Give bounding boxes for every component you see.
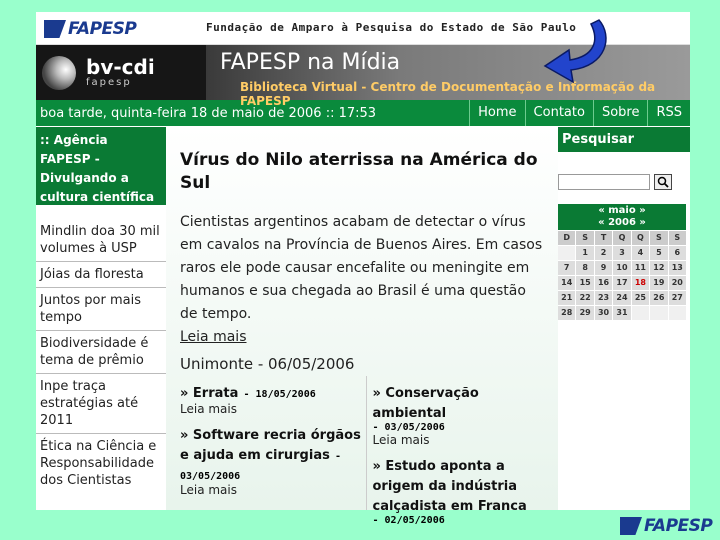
search-row	[558, 152, 690, 190]
calendar-day[interactable]: 27	[669, 291, 686, 305]
right-sidebar	[558, 127, 690, 510]
fapesp-logo-mark-icon	[44, 20, 66, 38]
calendar-day[interactable]: 15	[576, 276, 593, 290]
calendar-day[interactable]: 26	[650, 291, 667, 305]
greeting-text: boa tarde, quinta-feira 18 de maio de 2006 :: 17:53	[40, 105, 377, 121]
calendar-year-nav[interactable]: « 2006 »	[598, 217, 646, 228]
main-content	[166, 127, 558, 526]
calendar-day[interactable]: 25	[632, 291, 649, 305]
calendar-day[interactable]: 24	[613, 291, 630, 305]
news-date: - 18/05/2006	[243, 389, 316, 400]
news-read-more[interactable]: Leia mais	[180, 483, 237, 497]
calendar-day[interactable]: 14	[558, 276, 575, 290]
news-item	[180, 424, 362, 497]
calendar-day[interactable]: 4	[632, 246, 649, 260]
calendar-empty-cell	[558, 246, 575, 260]
calendar-day[interactable]: 28	[558, 306, 575, 320]
calendar-day[interactable]: 6	[669, 246, 686, 260]
news-date: - 02/05/2006	[372, 515, 445, 526]
calendar	[558, 204, 686, 320]
bv-cdi-sub: fapesp	[86, 77, 132, 88]
news-title[interactable]: » Conservação ambiental	[372, 386, 479, 421]
news-item	[373, 455, 555, 526]
fapesp-logo-text: FAPESP	[68, 19, 137, 39]
calendar-weekday: Q	[613, 231, 630, 245]
nav-link-rss[interactable]: RSS	[647, 100, 690, 126]
search-heading: Pesquisar	[558, 127, 690, 152]
news-title[interactable]: » Errata	[180, 386, 239, 401]
calendar-weekday: S	[669, 231, 686, 245]
agency-heading[interactable]: :: Agência FAPESP - Divulgando a cultura científica ::	[36, 127, 166, 205]
calendar-weekday: Q	[632, 231, 649, 245]
browser-page	[36, 12, 690, 526]
calendar-day[interactable]: 8	[576, 261, 593, 275]
article-lead-text: Cientistas argentinos acabam de detectar o vírus em cavalos na Província de Buenos Aires. Em casos raros ele pode causar encefalite ou meningite em humanos e sua chegada ao Brasil é uma questão de tempo.	[180, 214, 543, 322]
calendar-day[interactable]: 7	[558, 261, 575, 275]
news-read-more[interactable]: Leia mais	[372, 433, 430, 447]
nav-link-contato[interactable]: Contato	[525, 100, 593, 126]
sidebar-item[interactable]: Inpe traça estratégias até 2011	[36, 374, 166, 434]
calendar-day[interactable]: 11	[632, 261, 649, 275]
sidebar-item[interactable]: Ética na Ciência e Responsabilidade dos Cientistas	[40, 439, 157, 488]
calendar-day[interactable]: 13	[669, 261, 686, 275]
calendar-empty-cell	[669, 306, 686, 320]
calendar-day[interactable]: 10	[613, 261, 630, 275]
calendar-day[interactable]: 2	[595, 246, 612, 260]
calendar-day[interactable]: 23	[595, 291, 612, 305]
footer-logo-mark-icon	[620, 517, 642, 535]
calendar-day[interactable]: 18	[632, 276, 649, 290]
calendar-day[interactable]: 22	[576, 291, 593, 305]
calendar-day[interactable]: 30	[595, 306, 612, 320]
calendar-day[interactable]: 16	[595, 276, 612, 290]
article-headline[interactable]: Vírus do Nilo aterrissa na América do Sul	[180, 150, 538, 193]
read-more-link[interactable]: Leia mais	[180, 329, 247, 345]
calendar-empty-cell	[632, 306, 649, 320]
left-sidebar	[36, 127, 166, 510]
sidebar-item[interactable]: Biodiversidade é tema de prêmio	[36, 331, 166, 374]
bv-cdi-name: bv-cdi	[86, 55, 155, 79]
secondary-news	[166, 376, 558, 526]
news-item	[373, 382, 555, 447]
calendar-day[interactable]: 29	[576, 306, 593, 320]
calendar-day[interactable]: 17	[613, 276, 630, 290]
foundation-name: Fundação de Amparo à Pesquisa do Estado de São Paulo	[206, 21, 577, 34]
blue-curved-arrow-icon	[541, 16, 621, 92]
nav-link-sobre[interactable]: Sobre	[593, 100, 648, 126]
calendar-day[interactable]: 12	[650, 261, 667, 275]
news-date: - 03/05/2006	[372, 422, 445, 433]
news-title[interactable]: » Estudo aponta a origem da indústria calçadista em Franca	[372, 459, 527, 514]
calendar-grid	[558, 231, 686, 320]
news-date: - 03/05/2006	[180, 451, 341, 482]
calendar-day[interactable]: 20	[669, 276, 686, 290]
sidebar-item[interactable]: Juntos por mais tempo	[36, 288, 166, 331]
article-lead	[166, 195, 558, 349]
calendar-weekday: S	[576, 231, 593, 245]
footer-fapesp-logo	[620, 516, 712, 536]
calendar-day[interactable]: 21	[558, 291, 575, 305]
calendar-weekday: D	[558, 231, 575, 245]
sidebar-item[interactable]: Mindlin doa 30 mil volumes à USP	[36, 219, 166, 262]
search-button[interactable]	[654, 174, 672, 190]
nav-link-home[interactable]: Home	[469, 100, 524, 126]
article-source: Unimonte - 06/05/2006	[180, 355, 355, 373]
news-column-left	[166, 376, 366, 510]
banner-subtitle: Biblioteca Virtual - Centro de Documentação e Informação da FAPESP	[240, 80, 656, 108]
calendar-day[interactable]: 19	[650, 276, 667, 290]
bv-cdi-logo[interactable]	[36, 45, 206, 100]
calendar-weekday: T	[595, 231, 612, 245]
calendar-empty-cell	[650, 306, 667, 320]
bv-cdi-disc-icon	[42, 56, 76, 90]
banner-title: FAPESP na Mídia	[220, 50, 401, 75]
sidebar-item[interactable]: Jóias da floresta	[36, 262, 166, 288]
calendar-weekday: S	[650, 231, 667, 245]
search-input[interactable]	[558, 174, 650, 190]
magnifier-icon	[657, 176, 669, 188]
calendar-day[interactable]: 5	[650, 246, 667, 260]
news-column-right	[366, 376, 559, 526]
news-title[interactable]: » Software recria órgãos e ajuda em cirurgias	[180, 428, 361, 463]
calendar-day[interactable]: 9	[595, 261, 612, 275]
news-read-more[interactable]: Leia mais	[180, 402, 237, 416]
calendar-day[interactable]: 1	[576, 246, 593, 260]
footer-logo-text: FAPESP	[644, 516, 713, 536]
calendar-day[interactable]: 3	[613, 246, 630, 260]
calendar-day[interactable]: 31	[613, 306, 630, 320]
calendar-header	[558, 204, 686, 230]
calendar-month-nav[interactable]: « maio »	[598, 205, 646, 216]
fapesp-logo[interactable]	[44, 16, 136, 42]
news-item	[180, 382, 362, 416]
